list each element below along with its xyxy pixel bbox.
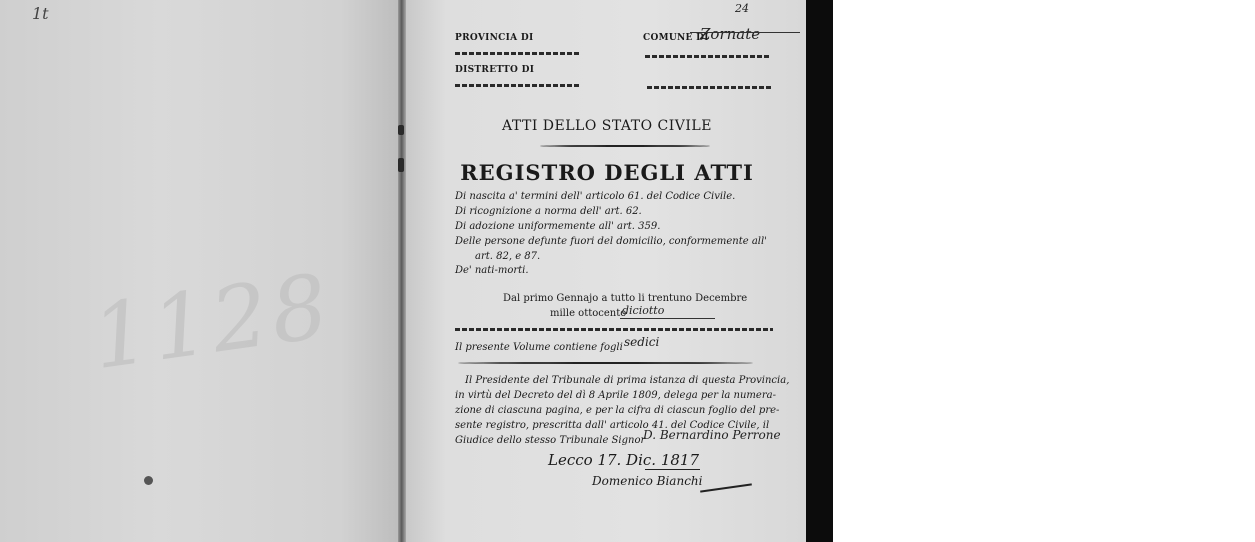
binding-stitch [398,158,404,172]
comune-underline [690,32,800,33]
period-year-value: diciotto [622,304,665,317]
provincia-label: PROVINCIA DI [455,33,534,43]
volume-label: Il presente Volume contiene fogli [455,342,623,353]
item-nati-morti: De' nati-morti. [455,265,529,276]
signer-name: Domenico Bianchi [592,474,703,488]
period-line-2-prefix: mille ottocento [550,308,627,319]
delegation-line-1: Il Presidente del Tribunale di prima istanza di questa Provincia, [465,375,790,386]
delegation-line-4: sente registro, prescritta dall' articolo 41. del Codice Civile, il [455,420,770,431]
item-defunte-cont: art. 82, e 87. [475,251,541,262]
item-adozione: Di adozione uniformemente all' art. 359. [455,221,661,232]
page-number: 24 [735,2,749,15]
date-underline [645,469,700,470]
distretto-rule [455,84,580,87]
comune-rule [645,55,770,58]
bleed-through-number: 1128 [86,253,338,390]
delegation-line-2: in virtù del Decreto del dì 8 Aprile 1809, delega per la numera- [455,390,776,401]
left-page [0,0,400,542]
judge-name: D. Bernardino Perrone [643,428,781,442]
registro-title: REGISTRO DEGLI ATTI [460,160,754,185]
signature-place-date: Lecco 17. Dic. 1817 [548,451,699,469]
comune-label: COMUNE DI [643,33,709,43]
page-edge-shadow [806,0,833,542]
volume-flourish [458,362,753,364]
volume-value: sedici [624,335,660,349]
distretto-rule-right [647,86,772,89]
delegation-line-3: zione di ciascuna pagina, e per la cifra di ciascun foglio del pre- [455,405,780,416]
provincia-rule [455,52,580,55]
distretto-label: DISTRETTO DI [455,65,535,75]
binding-stitch [398,125,404,135]
corner-annotation: 1t [32,4,49,23]
period-underline [620,318,715,319]
atti-title: ATTI DELLO STATO CIVILE [502,118,712,134]
comune-value: Zornate [700,25,761,43]
title-flourish [540,145,710,147]
delegation-line-5: Giudice dello stesso Tribunale Signor [455,435,646,446]
period-line-1: Dal primo Gennajo a tutto li trentuno Decembre [503,293,748,304]
ink-spot [144,476,153,485]
item-ricognizione: Di ricognizione a norma dell' art. 62. [455,206,642,217]
item-nascita: Di nascita a' termini dell' articolo 61. del Codice Civile. [455,191,736,202]
item-defunte: Delle persone defunte fuori del domicilio, conformemente all' [455,236,767,247]
binding-gutter [398,0,406,542]
section-rule [455,328,773,331]
